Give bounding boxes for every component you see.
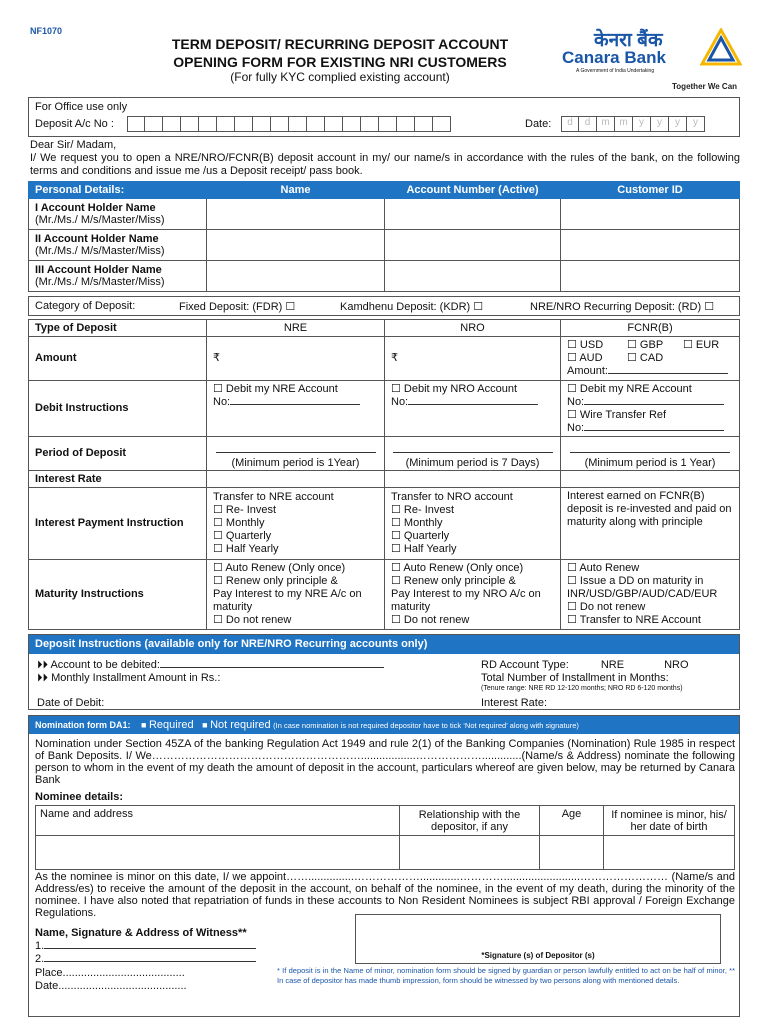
deposit-ac-boxes[interactable] [127,116,451,132]
fcnr-issue-dd-checkbox[interactable]: ☐ Issue a DD on maturity in INR/USD/GBP/AUD/CAD/EUR [567,575,717,600]
eur-checkbox[interactable]: ☐ EUR [683,339,719,351]
fcnr-currency-cell: ☐ USD☐ GBP☐ EUR ☐ AUD☐ CAD Amount: [561,337,740,381]
bank-name: Canara Bank [562,48,666,67]
fcnr-rate-field[interactable] [561,471,740,488]
holder1-name-field[interactable] [207,199,385,230]
cad-checkbox[interactable]: ☐ CAD [627,352,663,364]
signature-label: *Signature (s) of Depositor (s) [481,951,595,960]
fcnr-do-not-renew-checkbox[interactable]: ☐ Do not renew [567,601,645,613]
fcnr-amount-field[interactable] [608,373,728,374]
nre-monthly-checkbox[interactable]: ☐ Monthly [213,517,264,529]
nre-debit-no-field[interactable] [230,404,360,405]
witness-label: Name, Signature & Address of Witness** [35,927,247,939]
tenure-range: (Tenure range: NRE RD 12-120 months; NRO RD 6-120 months) [481,685,683,692]
nre-rate-field[interactable] [207,471,385,488]
personal-details-table [28,181,740,292]
witness-1-field[interactable] [44,948,256,949]
nominee-relationship-header: Relationship with the depositor, if any [400,806,540,836]
intro-paragraph: I/ We request you to open a NRE/NRO/FCNR(B) deposit account in my/ our name/s in accordance with the rules of the bank, on the following terms and conditions and issue me /us a Deposit receipt/ pass book. [30,152,740,177]
nominee-details-label: Nominee details: [35,791,124,803]
name-header: Name [207,182,385,199]
nro-header: NRO [385,320,561,337]
nominee-age-field[interactable] [540,836,604,870]
table-row [36,836,735,870]
nro-period-field[interactable] [393,452,553,453]
rd-checkbox[interactable]: NRE/NRO Recurring Deposit: (RD) ☐ [530,301,715,313]
holder3-custid-field[interactable] [561,261,740,292]
nominee-age-header: Age [540,806,604,836]
rd-title: Deposit Instructions (available only for NRE/NRO Recurring accounts only) [29,635,739,654]
type-header: Type of Deposit [29,320,207,337]
holder1-account-field[interactable] [385,199,561,230]
rate-row: Interest Rate [29,471,740,488]
interest-payment-row: Interest Payment Instruction Transfer to NRE account ☐ Re- Invest ☐ Monthly ☐ Quarterly ☐ Half Yearly Transfer to NRO account ☐ Re- Invest ☐ Monthly ☐ Quarterly ☐ Half Yearly Interest earned on FCNR(B) deposit is re-invested and paid on maturity along with principle [29,488,740,560]
wire-transfer-checkbox[interactable]: ☐ Wire Transfer Ref [567,409,666,421]
fdr-checkbox[interactable]: Fixed Deposit: (FDR) ☐ [179,301,296,313]
footnote: * If deposit is in the Name of minor, nomination form should be signed by guardian or person lawfully entitled to act on be half of minor, ** In case of depositor has made thumb impression, form should be witnessed by two persons along with mentioned details. [277,966,735,985]
office-use-box [28,97,740,137]
nre-do-not-renew-checkbox[interactable]: ☐ Do not renew [213,614,291,626]
bank-hindi-name: केनरा बैंक [594,30,663,51]
rd-nro-option[interactable]: NRO [664,659,689,671]
bank-logo [556,26,746,96]
wire-no-field[interactable] [584,430,724,431]
fcnr-interest-text: Interest earned on FCNR(B) deposit is re-invested and paid on maturity along with principle [561,488,740,560]
form-title [130,36,550,84]
customer-id-header: Customer ID [561,182,740,199]
date-label: Date: [525,118,552,130]
rd-instructions-box: Deposit Instructions (available only for NRE/NRO Recurring accounts only) ⏵⏵ Account to be debited: ⏵⏵ Monthly Installment Amount in Rs.: Date of Debit: RD Account Type: NRE NRO Total Number of Installment in Months: (Tenure range: NRE RD 12-120 months; NRO RD 6-120 months) Interest Rate: [28,634,740,710]
nro-amount-field[interactable]: ₹ [385,337,561,381]
fcnr-header: FCNR(B) [561,320,740,337]
nre-auto-renew-checkbox[interactable]: ☐ Auto Renew (Only once) [213,562,345,574]
nro-auto-renew-checkbox[interactable]: ☐ Auto Renew (Only once) [391,562,523,574]
nominee-relationship-field[interactable] [400,836,540,870]
arrow-icon: ⏵⏵ [37,672,52,684]
holder3-account-field[interactable] [385,261,561,292]
category-label: Category of Deposit: [35,300,136,312]
nro-do-not-renew-checkbox[interactable]: ☐ Do not renew [391,614,469,626]
nre-quarterly-checkbox[interactable]: ☐ Quarterly [213,530,271,542]
canara-triangle-icon [700,28,742,66]
table-row: I Account Holder Name (Mr./Ms./ M/s/Master/Miss) [29,199,740,230]
witness-2-field[interactable] [44,961,256,962]
nominee-name-field[interactable] [36,836,400,870]
signature-box[interactable] [355,914,721,964]
bank-undertaking: A Government of India Undertaking [576,68,655,74]
place-field[interactable]: Place........................................ [35,967,185,979]
table-row: II Account Holder Name (Mr./Ms./ M/s/Master/Miss) [29,230,740,261]
category-row [28,296,740,316]
required-checkbox-icon[interactable]: ■ [141,720,147,730]
nro-monthly-checkbox[interactable]: ☐ Monthly [391,517,442,529]
nro-quarterly-checkbox[interactable]: ☐ Quarterly [391,530,449,542]
amount-row: Amount ₹ ₹ ☐ USD☐ GBP☐ EUR ☐ AUD☐ CAD Amount: [29,337,740,381]
nre-reinvest-checkbox[interactable]: ☐ Re- Invest [213,504,276,516]
gbp-checkbox[interactable]: ☐ GBP [627,339,683,352]
date-field[interactable]: Date.......................................... [35,980,187,992]
fcnr-period-field[interactable] [570,452,730,453]
rd-interest-rate-label: Interest Rate: [481,697,548,709]
title-line-1: TERM DEPOSIT/ RECURRING DEPOSIT ACCOUNT [171,36,509,52]
debit-row: Debit Instructions ☐ Debit my NRE Account No: ☐ Debit my NRO Account No: ☐ Debit my NRE Account No: ☐ Wire Transfer Ref No: [29,381,740,437]
nominee-dob-field[interactable] [604,836,735,870]
nro-debit-no-field[interactable] [408,404,538,405]
nro-half-yearly-checkbox[interactable]: ☐ Half Yearly [391,543,457,555]
nominee-minor-header: If nominee is minor, his/ her date of birth [604,806,735,836]
nre-amount-field[interactable]: ₹ [207,337,385,381]
holder2-name-field[interactable] [207,230,385,261]
fcnr-auto-renew-checkbox[interactable]: ☐ Auto Renew [567,562,639,574]
nomination-header: Nomination form DA1: ■ Required ■ Not required (In case nomination is not required depositor have to tick ‘Not required’ along with signature) [29,716,739,734]
nre-period-field[interactable] [216,452,376,453]
deposit-ac-label: Deposit A/c No : [35,118,114,130]
date-of-debit-label: Date of Debit: [37,697,105,709]
deposit-table [28,319,740,630]
holder1-custid-field[interactable] [561,199,740,230]
debit-nre-checkbox[interactable]: ☐ Debit my NRE Account [213,383,338,395]
rd-nre-option[interactable]: NRE [600,659,625,671]
nominee-table [35,805,735,870]
nominee-name-header: Name and address [36,806,400,836]
form-code: NF1070 [30,26,63,36]
salutation: Dear Sir/ Madam, [30,139,117,151]
nro-rate-field[interactable] [385,471,561,488]
nro-reinvest-checkbox[interactable]: ☐ Re- Invest [391,504,454,516]
aud-checkbox[interactable]: ☐ AUD [567,352,627,365]
subtitle: (For fully KYC complied existing account) [230,70,450,84]
fcnr-transfer-nre-checkbox[interactable]: ☐ Transfer to NRE Account [567,614,701,626]
period-row: Period of Deposit (Minimum period is 1Year) (Minimum period is 7 Days) (Minimum period is 1 Year) [29,437,740,471]
title-line-2: OPENING FORM FOR EXISTING NRI CUSTOMERS [173,54,507,70]
not-required-checkbox-icon[interactable]: ■ [202,720,208,730]
kdr-checkbox[interactable]: Kamdhenu Deposit: (KDR) ☐ [340,301,484,313]
nre-half-yearly-checkbox[interactable]: ☐ Half Yearly [213,543,279,555]
nre-header: NRE [207,320,385,337]
usd-checkbox[interactable]: ☐ USD [567,339,627,352]
maturity-row: Maturity Instructions ☐ Auto Renew (Only once) ☐ Renew only principle & Pay Interest to my NRE A/c on maturity ☐ Do not renew ☐ Auto Renew (Only once) ☐ Renew only principle & Pay Interest to my NRO A/c on maturity ☐ Do not renew ☐ Auto Renew ☐ Issue a DD on maturity in INR/USD/GBP/AUD/CAD/EUR ☐ Do not renew ☐ Transfer to NRE Account [29,560,740,630]
debit-nro-checkbox[interactable]: ☐ Debit my NRO Account [391,383,517,395]
nomination-box: Nomination form DA1: ■ Required ■ Not required (In case nomination is not required depositor have to tick ‘Not required’ along with signature) Nomination under Section 45ZA of the banking Regulation Act 1949 and rule 2(1) of the Banking Companies (Nomination) Rule 1985 in respect of Bank Deposits. I/ We…………………………………………………..................……………….............(Name/s & Address) nominate the following person to whom in the event of my death the amount of deposit in the account, particulars whereof are given below, may be returned by Canara Bank Nominee details: Name and address Relationship with the depositor, if any Age If nominee is minor, his/ her date of birth As the nominee is minor on this date, I/ we appoint……...............……………….............………….........................…………………… (Name/s and Address/es) to receive the amount of the deposit in the account, on behalf of the nominee, in the event of my death, during the minority of the nominee. I have also noted that repatriation of funds in these accounts to Non Resident Nominees is subject RBI approval / Foreign Exchange Regulations. Name, Signature & Address of Witness** 1. 2. Place........................................ Date.......................................... *Signature (s) of Depositor (s) * If deposit is in the Name of minor, nomination form should be signed by guardian or person lawfully entitled to act on be half of minor, ** In case of depositor has made thumb impression, form should be witnessed by two persons along with mentioned details. [28,715,740,1017]
arrow-icon: ⏵⏵ [37,659,51,671]
holder3-name-field[interactable] [207,261,385,292]
holder2-custid-field[interactable] [561,230,740,261]
table-row: III Account Holder Name (Mr./Ms./ M/s/Master/Miss) [29,261,740,292]
date-boxes[interactable]: d d m m y y y y [561,116,705,132]
nomination-paragraph: Nomination under Section 45ZA of the banking Regulation Act 1949 and rule 2(1) of the Banking Companies (Nomination) Rule 1985 in respect of Bank Deposits. I/ We…………………………………………………..................……………….............(Name/s & Address) nominate the following person to whom in the event of my death the amount of deposit in the account, particulars whereof are given below, may be returned by Canara Bank [35,738,735,786]
nre-renew-principle-checkbox[interactable]: ☐ Renew only principle & [213,575,338,587]
office-use-label: For Office use only [35,101,128,113]
nro-renew-principle-checkbox[interactable]: ☐ Renew only principle & [391,575,516,587]
holder2-account-field[interactable] [385,230,561,261]
fcnr-debit-no-field[interactable] [584,404,724,405]
minor-nominee-paragraph: As the nominee is minor on this date, I/ we appoint……...............……………….............………….........................…………………… (Name/s and Address/es) to receive the amount of the deposit in the account, on behalf of the nominee, in the event of my death, during the minority of the nominee. I have also noted that repatriation of funds in these accounts to Non Resident Nominees is subject RBI approval / Foreign Exchange Regulations. [35,871,735,919]
rd-account-debited-field[interactable] [160,667,384,668]
personal-header: Personal Details: [29,182,207,199]
fcnr-debit-nre-checkbox[interactable]: ☐ Debit my NRE Account [567,383,692,395]
bank-tagline: Together We Can [672,82,738,91]
account-header: Account Number (Active) [385,182,561,199]
total-installments-label: Total Number of Installment in Months: [481,672,669,684]
